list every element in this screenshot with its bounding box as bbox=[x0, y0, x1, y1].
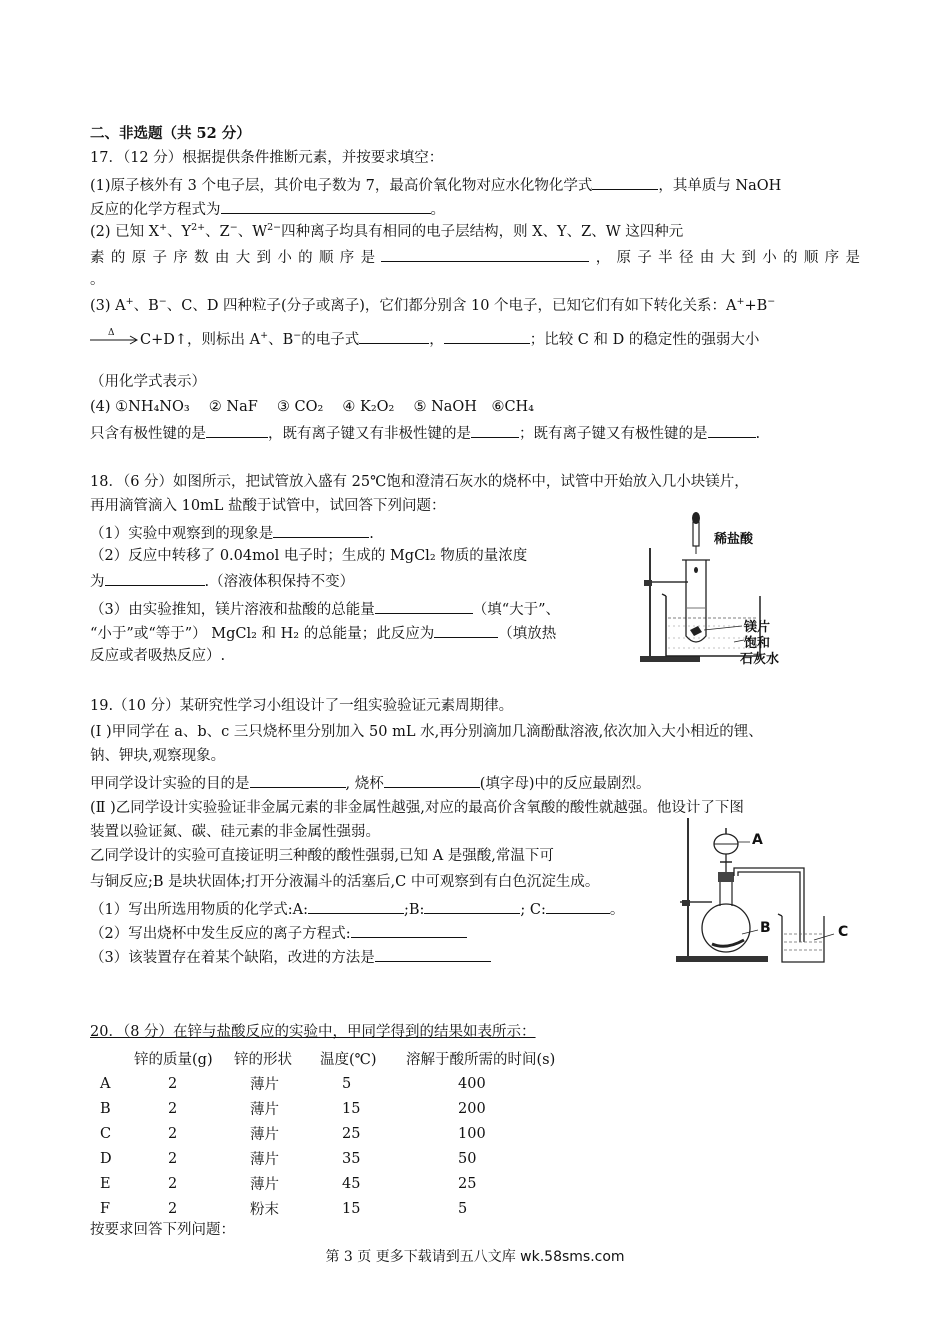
q19-line8: 与铜反应;B 是块状固体;打开分液漏斗的活塞后,C 中可观察到有白色沉淀生成。 bbox=[90, 874, 600, 890]
q19-line9: （1）写出所选用物质的化学式:A: ;B: ; C: 。 bbox=[90, 898, 624, 920]
q17-part1-line1: (1)原子核外有 3 个电子层，其价电子数为 7，最高价氧化物对应水化物化学式 ，其单质与 NaOH bbox=[90, 174, 781, 196]
footer-text: 第 3 页 更多下载请到五八文库 bbox=[325, 1249, 521, 1265]
blank[interactable] bbox=[375, 946, 491, 962]
table-row bbox=[90, 1121, 606, 1146]
q19-line10: （2）写出烧杯中发生反应的离子方程式: bbox=[90, 922, 467, 944]
q19-line11: （3）该装置存在着某个缺陷，改进的方法是 bbox=[90, 946, 491, 968]
label-mg: 镁片 bbox=[744, 620, 771, 635]
table-header-cell: 锌的形状 bbox=[234, 1052, 292, 1068]
table-cell: 200 bbox=[458, 1100, 486, 1117]
q17-part3-line3: （用化学式表示） bbox=[90, 374, 206, 390]
table-cell: 25 bbox=[342, 1125, 361, 1142]
blank[interactable] bbox=[375, 598, 473, 614]
table-cell: 薄片 bbox=[250, 1127, 279, 1143]
label-b: B bbox=[760, 920, 771, 936]
table-cell: D bbox=[100, 1150, 112, 1167]
table-row bbox=[90, 1196, 606, 1221]
q17-part3-line1: (3) A+、B−、C、D 四种粒子(分子或离子)，它们都分别含 10 个电子，已知它们有如下转化关系：A++B− bbox=[90, 296, 776, 314]
table-cell: F bbox=[100, 1200, 111, 1217]
q18-figure bbox=[636, 508, 812, 668]
q17-part1-line2: 反应的化学方程式为 。 bbox=[90, 198, 445, 220]
q18-line4: （2）反应中转移了 0.04mol 电子时；生成的 MgCl₂ 物质的量浓度 bbox=[90, 548, 528, 564]
q17-part4-line2: 只含有极性键的是 ，既有离子键又有非极性键的是 ；既有离子键又有极性键的是 . bbox=[90, 422, 760, 444]
table-header-row bbox=[90, 1046, 606, 1071]
table-cell: 粉末 bbox=[250, 1202, 279, 1218]
q18-line1: 18．（6 分）如图所示，把试管放入盛有 25℃饱和澄清石灰水的烧杯中，试管中开始放入几小块镁片， bbox=[90, 474, 749, 490]
q20-table bbox=[90, 1046, 606, 1221]
blank[interactable] bbox=[444, 328, 530, 344]
blank[interactable] bbox=[105, 570, 205, 586]
table-cell: 15 bbox=[342, 1200, 361, 1217]
table-cell: 50 bbox=[458, 1150, 477, 1167]
label-acid: 稀盐酸 bbox=[714, 532, 754, 547]
label-a: A bbox=[752, 832, 763, 848]
table-row bbox=[90, 1171, 606, 1196]
q17-part2-line3: 。 bbox=[90, 272, 105, 288]
table-cell: 薄片 bbox=[250, 1102, 279, 1118]
table-cell: 400 bbox=[458, 1075, 486, 1092]
q18-line8: 反应或者吸热反应）. bbox=[90, 648, 226, 664]
q19-line4: 甲同学设计实验的目的是 , 烧杯 (填字母)中的反应最剧烈。 bbox=[90, 772, 651, 794]
q19-line2: (Ⅰ )甲同学在 a、b、c 三只烧杯里分别加入 50 mL 水,再分别滴加几滴酚酞溶液,依次加入大小相近的锂、 bbox=[90, 724, 763, 740]
q19-line5: (Ⅱ )乙同学设计实验验证非金属元素的非金属性越强,对应的最高价含氧酸的酸性就越强。他设计了下图 bbox=[90, 800, 744, 816]
blank[interactable] bbox=[546, 898, 610, 914]
q17-part3-line2: Δ C+D↑，则标出 A+、B−的电子式 ， ；比较 C 和 D 的稳定性的强弱大小 bbox=[90, 328, 759, 350]
table-cell: 2 bbox=[168, 1200, 178, 1217]
table-cell: 2 bbox=[168, 1150, 178, 1167]
table-row bbox=[90, 1096, 606, 1121]
blank[interactable] bbox=[221, 198, 431, 214]
table-cell: 2 bbox=[168, 1175, 178, 1192]
q19-line1: 19.（10 分）某研究性学习小组设计了一组实验验证元素周期律。 bbox=[90, 698, 514, 714]
q18-line5: 为 .（溶液体积保持不变） bbox=[90, 570, 354, 592]
blank[interactable] bbox=[359, 328, 429, 344]
section-title: 二、非选题（共 52 分） bbox=[90, 125, 251, 142]
q19-line3: 钠、钾块,观察现象。 bbox=[90, 748, 226, 764]
table-cell: 45 bbox=[342, 1175, 361, 1192]
blank[interactable] bbox=[434, 622, 498, 638]
q19-line7: 乙同学设计的实验可直接证明三种酸的酸性强弱,已知 A 是强酸,常温下可 bbox=[90, 848, 554, 864]
blank[interactable] bbox=[708, 422, 756, 438]
q17-part2-line1: (2) 已知 X+、$Y^{2+}$、Z−、$W^{2-}$四种离子均具有相同的电子层结构，则 X、Y、Z、W 这四种元 bbox=[90, 222, 684, 240]
table-cell: 薄片 bbox=[250, 1152, 279, 1168]
q17-part4-list: (4) ①NH₄NO₃ ② NaF ③ CO₂ ④ K₂O₂ ⑤ NaOH ⑥CH₄ bbox=[90, 399, 534, 415]
table-row bbox=[90, 1146, 606, 1171]
table-cell: 2 bbox=[168, 1100, 178, 1117]
blank[interactable] bbox=[351, 922, 467, 938]
table-cell: 2 bbox=[168, 1075, 178, 1092]
table-header-cell bbox=[90, 1046, 134, 1071]
blank[interactable] bbox=[308, 898, 404, 914]
table-cell: 25 bbox=[458, 1175, 477, 1192]
table-cell: 35 bbox=[342, 1150, 361, 1167]
table-cell: C bbox=[100, 1125, 112, 1142]
label-c: C bbox=[838, 924, 849, 940]
blank[interactable] bbox=[381, 246, 589, 262]
q17-head: 17．（12 分）根据提供条件推断元素，并按要求填空： bbox=[90, 150, 444, 166]
blank[interactable] bbox=[273, 522, 369, 538]
table-cell: 薄片 bbox=[250, 1177, 279, 1193]
blank[interactable] bbox=[206, 422, 268, 438]
q20-tail: 按要求回答下列问题： bbox=[90, 1222, 235, 1238]
table-cell: E bbox=[100, 1175, 111, 1192]
table-cell: 5 bbox=[458, 1200, 468, 1217]
table-header-cell: 溶解于酸所需的时间(s) bbox=[406, 1052, 556, 1068]
q19-line6: 装置以验证氮、碳、硅元素的非金属性强弱。 bbox=[90, 824, 380, 840]
q18-line6: （3）由实验推知，镁片溶液和盐酸的总能量 （填“大于”、 bbox=[90, 598, 560, 620]
q18-line3: （1）实验中观察到的现象是 . bbox=[90, 522, 374, 544]
q17-part2-line2: 素的原子序数由大到小的顺序是 ，原子半径由大到小的顺序是 bbox=[90, 246, 860, 268]
table-cell: 2 bbox=[168, 1125, 178, 1142]
heat-arrow: Δ bbox=[90, 333, 140, 347]
table-cell: B bbox=[100, 1100, 111, 1117]
q20-head: 20．（8 分）在锌与盐酸反应的实验中，甲同学得到的结果如表所示： bbox=[90, 1024, 536, 1040]
q18-line2: 再用滴管滴入 10mL 盐酸于试管中，试回答下列问题： bbox=[90, 498, 446, 514]
table-row bbox=[90, 1071, 606, 1096]
q18-line7: “小于”或“等于”） MgCl₂ 和 H₂ 的总能量；此反应为 （填放热 bbox=[90, 622, 556, 644]
page-footer bbox=[0, 1246, 950, 1266]
q19-figure bbox=[664, 816, 864, 966]
table-cell: A bbox=[100, 1075, 111, 1092]
blank[interactable] bbox=[471, 422, 519, 438]
table-header-cell: 锌的质量(g) bbox=[134, 1052, 213, 1068]
table-cell: 5 bbox=[342, 1075, 352, 1092]
blank[interactable] bbox=[250, 772, 346, 788]
label-lime1: 饱和 bbox=[744, 636, 771, 651]
table-header-cell: 温度(℃) bbox=[320, 1052, 377, 1068]
table-cell: 薄片 bbox=[250, 1077, 279, 1093]
blank[interactable] bbox=[384, 772, 480, 788]
footer-site-link[interactable]: wk.58sms.com bbox=[520, 1249, 625, 1265]
table-cell: 15 bbox=[342, 1100, 361, 1117]
blank[interactable] bbox=[424, 898, 520, 914]
blank[interactable] bbox=[592, 174, 658, 190]
table-cell: 100 bbox=[458, 1125, 486, 1142]
label-lime2: 石灰水 bbox=[740, 652, 780, 667]
